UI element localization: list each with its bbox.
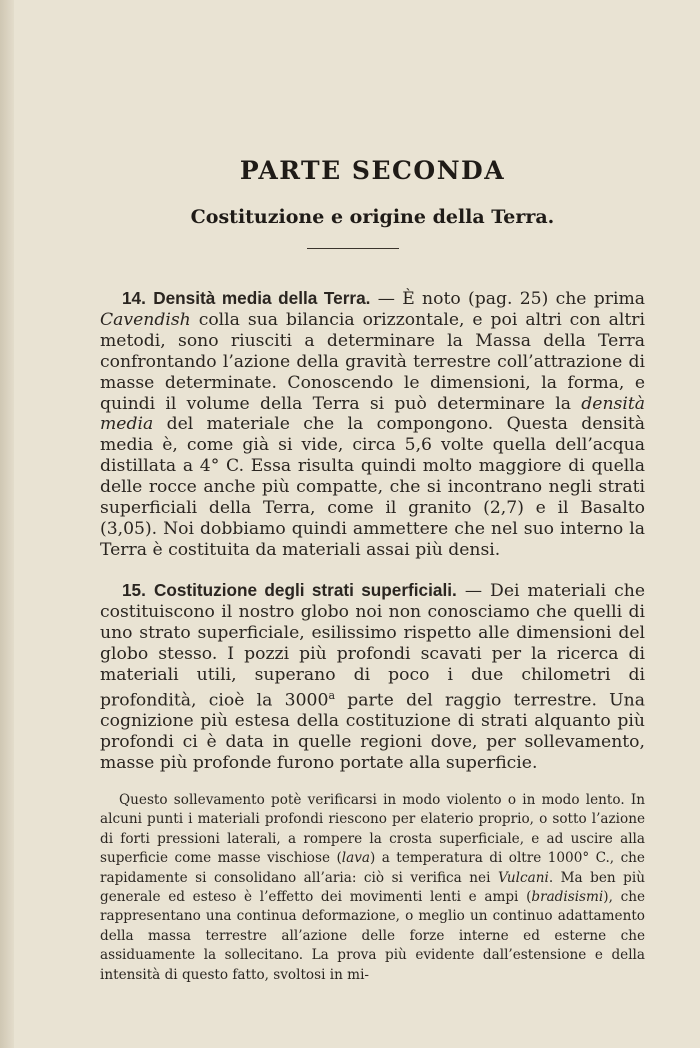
section-14-text: colla sua bilancia orizzontale, e poi altri con altri metodi, sono riusciti a determinare la Massa della Terra confrontando l’azione della gravità terrestre coll’attrazione di masse determinate. Conoscendo le dimensioni, la forma, e quindi il volume della Terra si può determinare la <box>100 309 645 414</box>
section-15-title: Costituzione degli strati superficiali. <box>153 580 457 600</box>
note-emphasis: Vulcani <box>497 869 549 886</box>
note-emphasis: lava <box>341 850 370 867</box>
note-emphasis: bradisismi <box>531 889 604 906</box>
section-14-paragraph <box>100 288 645 561</box>
section-15-number: 15. <box>122 580 146 600</box>
section-14-text: del materiale che la compongono. Questa densità media è, come già si vide, circa 5,6 volte quella dell’acqua distillata a 4° C. Essa risulta quindi molto maggiore di quella delle rocce anche più compatte, che si incontrano negli strati superficiali della Terra, come il granito (2,7) e il Basalto (3,05). Noi dobbiamo quindi ammettere che nel suo interno la Terra è costituita da materiali assai più densi. <box>100 414 645 560</box>
page-binding-edge <box>0 0 14 1048</box>
section-15-superscript: a <box>328 688 335 702</box>
section-15-paragraph <box>100 580 645 774</box>
section-14-emphasis: densità media <box>100 393 645 435</box>
section-15-text: — Dei materiali che costituiscono il nostro globo noi non conosciamo che quelli di uno strato superficiale, esilissimo rispetto alle dimensioni del globo stesso. I pozzi più profondi scavati per la ricerca di materiali utili, superano di poco i due chilometri di profondità, cioè la 3000 <box>100 581 646 711</box>
note-text: ) a temperatura di oltre 1000° C., che rapidamente si consolidano all’aria: ciò si verifica nei <box>100 850 645 886</box>
title-divider <box>307 248 399 249</box>
section-14-text: — È noto (pag. 25) che prima <box>370 289 645 309</box>
section-15-text: parte del raggio terrestre. Una cognizione più estesa della costituzione di strati alquanto più profondi ci è data in quelle regioni dove, per sollevamento, masse più profonde furono portate alla superficie. <box>100 690 645 773</box>
note-text: Questo sollevamento potè verificarsi in modo violento o in modo lento. In alcuni punti i materiali profondi riescono per elaterio proprio, o sotto l’azione di forti pressioni laterali, a rompere la crosta superficiale, e ad uscire alla superficie come masse vischiose ( <box>100 792 645 867</box>
small-print-note <box>100 791 645 985</box>
section-14-emphasis: Cavendish <box>100 309 191 330</box>
part-title: PARTE SECONDA <box>239 156 506 185</box>
chapter-subtitle: Costituzione e origine della Terra. <box>190 206 555 228</box>
note-text: ), che rappresentano una continua deformazione, o meglio un continuo adattamento della massa terrestre all’azione delle forze interne ed esterne che assiduamente la sollecitano. La prova più evidente dall’estensione e della intensità di questo fatto, svoltosi in mi- <box>100 889 645 983</box>
note-text: . Ma ben più generale ed esteso è l’effetto dei movimenti lenti e ampi ( <box>100 869 645 906</box>
section-14-number: 14. <box>122 288 146 308</box>
section-14-title: Densità media della Terra. <box>153 288 371 308</box>
